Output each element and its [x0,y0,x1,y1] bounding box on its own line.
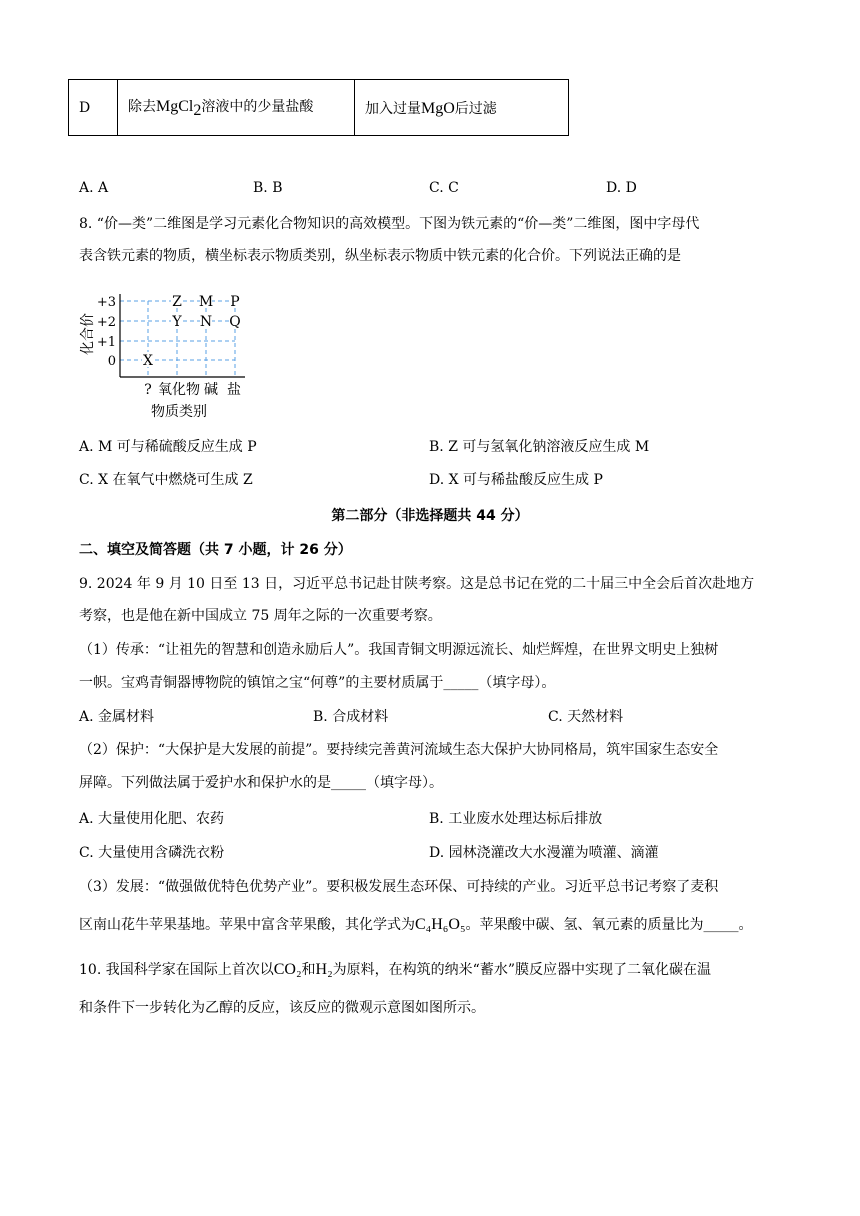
q8-stem-line1: 8. “价—类”二维图是学习元素化合物知识的高效模型。下图为铁元素的“价—类”二维图，图中字母代 [79,216,700,232]
q8-option-c: C. X 在氧气中燃烧可生成 Z [79,472,253,488]
task-suffix: 溶液中的少量盐酸 [201,98,314,115]
q9-part2-option-a: A. 大量使用化肥、农药 [79,811,225,827]
chart-point-N: N [199,314,213,330]
q9-part2-option-d: D. 园林浇灌改大水漫灌为喷灌、滴灌 [429,845,659,861]
x-tick-label: 盐 [227,382,241,398]
h2-formula: H₂ [315,961,333,978]
section2-title: 二、填空及简答题（共 7 小题，计 26 分） [79,542,352,558]
q8-option-b: B. Z 可与氢氧化钠溶液反应生成 M [429,439,650,455]
q10-prefix: 10. 我国科学家在国际上首次以 [79,962,274,978]
q10-line2: 和条件下一步转化为乙醇的反应，该反应的微观示意图如图所示。 [79,1000,485,1016]
q9-part3-line2 [79,915,753,935]
x-tick-label: 氧化物 [158,382,200,398]
y-axis-label: 化合价 [80,313,96,355]
y-tick-label: +3 [96,295,116,310]
chart-grid [120,301,235,377]
q8-option-a: A. M 可与稀硫酸反应生成 P [79,439,257,455]
chart-point-Y: Y [172,314,182,330]
q9-part3-line1: （3）发展：“做强做优特色优势产业”。要积极发展生态环保、可持续的产业。习近平总书记考察了麦积 [79,879,719,895]
task-prefix: 除去 [128,98,156,115]
q9-part1-option-b: B. 合成材料 [313,709,389,725]
task-formula: MgCl [156,97,194,115]
chart-point-X: X [143,353,153,369]
table-row [69,80,569,136]
q7-option-a: A. A [79,180,109,196]
method-prefix: 加入过量 [365,100,421,117]
q9-part1-option-a: A. 金属材料 [79,709,155,725]
q7-option-b: B. B [253,180,283,196]
q9-part2-line1: （2）保护：“大保护是大发展的前提”。要持续完善黄河流域生态大保护大协同格局，筑牢国家生态安全 [79,742,719,758]
q9-part3-prefix: 区南山花牛苹果基地。苹果中富含苹果酸，其化学式为 [79,917,415,933]
q7-option-d: D. D [606,180,637,196]
options-table [68,79,569,136]
q9-part3-suffix: 。苹果酸中碳、氢、氧元素的质量比为_____。 [465,917,753,933]
co2-formula: CO₂ [273,961,302,978]
q9-part2-option-c: C. 大量使用含磷洗衣粉 [79,845,225,861]
row-letter: D [69,80,118,136]
method-formula: MgO [421,99,455,117]
q8-option-d: D. X 可与稀盐酸反应生成 P [429,472,603,488]
x-axis-label: 物质类别 [151,404,207,420]
x-tick-labels [144,381,241,398]
x-tick-label: ? [144,382,152,398]
chart-points [142,293,241,369]
q10-line1 [79,960,711,980]
y-tick-label: +1 [96,335,116,350]
chart-point-Z: Z [172,294,182,310]
x-tick-label: 碱 [204,382,218,398]
valence-class-chart [70,284,270,424]
row-method [355,80,569,136]
q10-suffix: 为原料，在构筑的纳米“蓄水”膜反应器中实现了二氧化碳在温 [332,962,711,978]
y-tick-label: +2 [96,315,116,330]
q9-part2-line2: 屏障。下列做法属于爱护水和保护水的是_____（填字母）。 [79,775,443,791]
q7-option-c: C. C [429,180,459,196]
chart-point-M: M [198,294,214,310]
q9-part2-option-b: B. 工业废水处理达标后排放 [429,811,603,827]
method-suffix: 后过滤 [454,100,497,117]
y-tick-label: 0 [107,354,116,369]
task-formula-sub: 2 [193,101,202,119]
part2-title: 第二部分（非选择题共 44 分） [331,508,529,524]
q9-part1-line1: （1）传承：“让祖先的智慧和创造永励后人”。我国青铜文明源远流长、灿烂辉煌，在世界文明史上独树 [79,642,719,658]
q9-stem-line1: 9. 2024 年 9 月 10 日至 13 日，习近平总书记赴甘陕考察。这是总书记在党的二十届三中全会后首次赴地方 [79,576,755,592]
y-tick-labels [97,295,116,369]
q8-stem-line2: 表含铁元素的物质，横坐标表示物质类别，纵坐标表示物质中铁元素的化合价。下列说法正确的是 [79,248,681,264]
q10-mid: 和 [301,962,316,978]
q9-part1-line2: 一帜。宝鸡青铜器博物院的镇馆之宝“何尊”的主要材质属于_____（填字母）。 [79,675,556,691]
malic-acid-formula: C₄H₆O₅ [415,916,466,933]
q9-stem-line2: 考察，也是他在新中国成立 75 周年之际的一次重要考察。 [79,608,442,624]
q9-part1-option-c: C. 天然材料 [548,709,624,725]
chart-point-Q: Q [229,314,241,330]
row-task [118,80,355,136]
chart-point-P: P [230,294,240,310]
